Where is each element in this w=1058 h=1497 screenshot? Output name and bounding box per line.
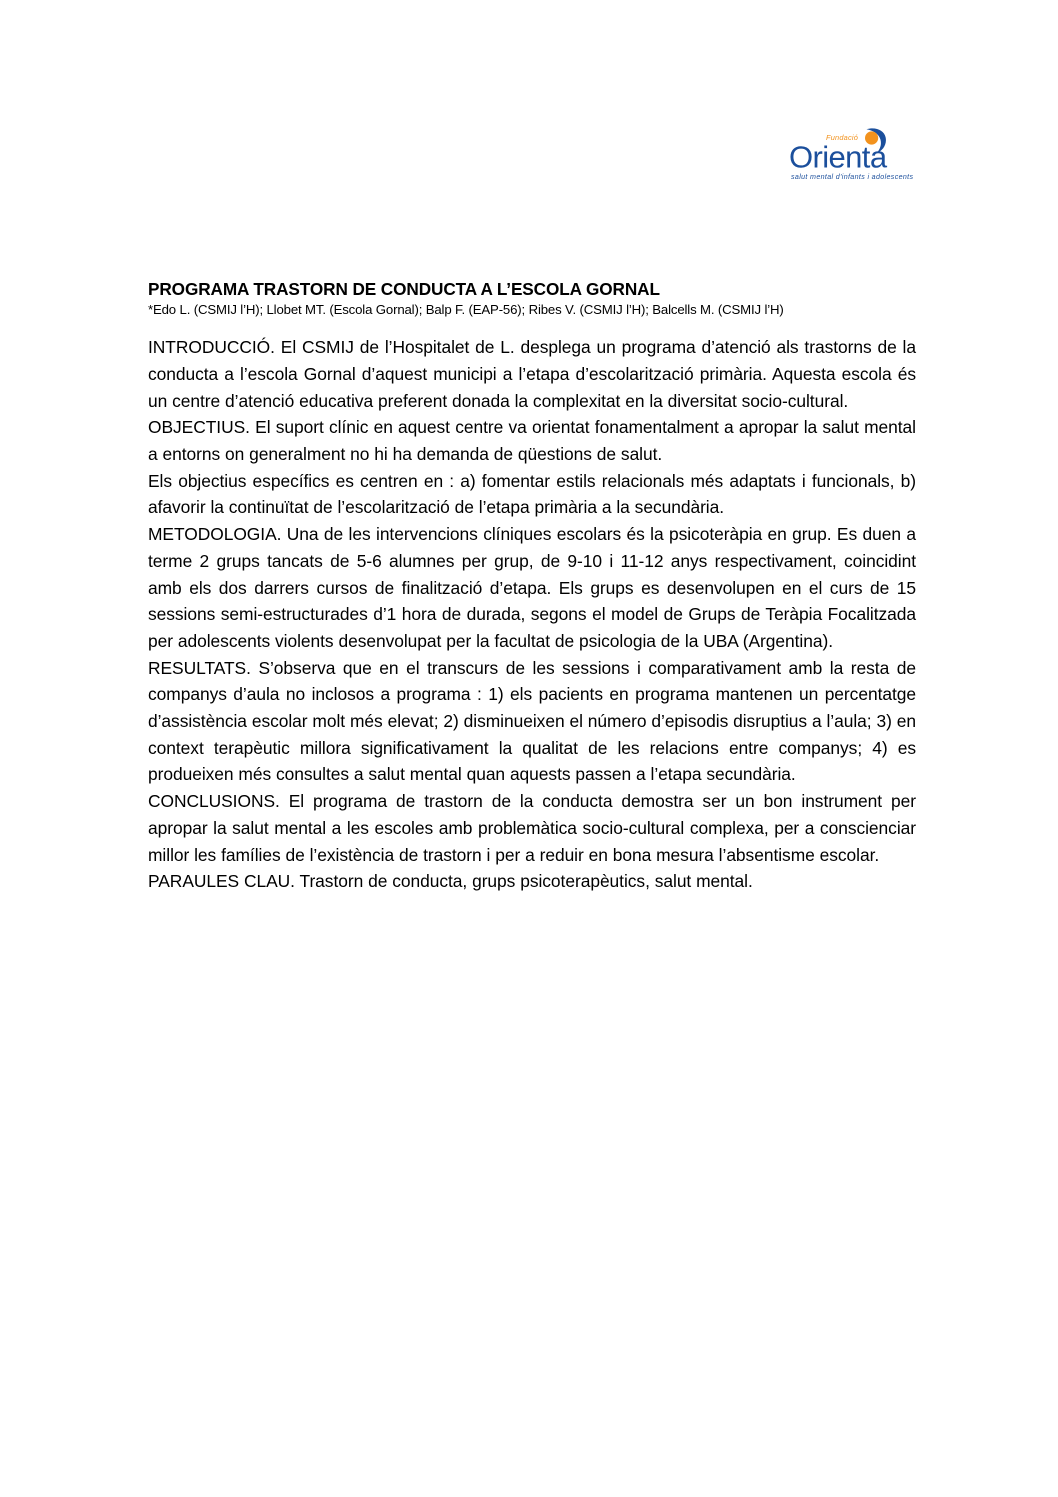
section-introduccio: INTRODUCCIÓ. El CSMIJ de l’Hospitalet de L. desplega un programa d’atenció als trastorns de la conducta a l’escola Gornal d’aquest municipi a l’etapa d’escolarització primària. Aquesta escola és un centre d’atenció educativa preferent donada la complexitat en la diversitat socio-cultural. [148, 337, 916, 411]
orienta-logo-graphic [783, 126, 923, 184]
logo-wordmark-text: Orienta [789, 139, 887, 175]
section-conclusions: CONCLUSIONS. El programa de trastorn de la conducta demostra ser un bon instrument per apropar la salut mental a les escoles amb problemàtica socio-cultural complexa, per a conscienciar millor les famílies de l’existència de trastorn i per a reduir en bona mesura l’absentisme escolar. [148, 791, 916, 865]
section-objectius-especifics: Els objectius específics es centren en : a) fomentar estils relacionals més adaptats i funcionals, b) afavorir la continuïtat de l’escolarització de l’etapa primària a la secundària. [148, 470, 916, 518]
section-resultats: RESULTATS. S’observa que en el transcurs de les sessions i comparativament amb la resta de companys d’aula no inclosos a programa : 1) els pacients en programa mantenen un percentatge d’assistència escolar molt més elevat; 2) disminueixen el número d’episodis disruptius a l’aula; 3) en context terapèutic millora significativament la qualitat de les relacions entre companys; 4) es produeixen més consultes a salut mental quan aquests passen a l’etapa secundària. [148, 657, 916, 785]
fundacio-orienta-logo [783, 126, 923, 184]
document-content [148, 278, 916, 895]
section-metodologia: METODOLOGIA. Una de les intervencions clíniques escolars és la psicoteràpia en grup. Es duen a terme 2 grups tancats de 5-6 alumnes per grup, de 9-10 i 11-12 anys respectivament, coincidint amb els dos darrers cursos de finalització d’etapa. Els grups es desenvolupen en el curs de 15 sessions semi-estructurades d’1 hora de durada, segons el model de Grups de Teràpia Focalitzada per adolescents violents desenvolupat per la facultat de psicologia de la UBA (Argentina). [148, 524, 916, 651]
page-title: PROGRAMA TRASTORN DE CONDUCTA A L’ESCOLA GORNAL [148, 279, 660, 299]
logo-tagline-text: salut mental d'infants i adolescents [791, 172, 914, 181]
author-list: *Edo L. (CSMIJ l’H); Llobet MT. (Escola Gornal); Balp F. (EAP-56); Ribes V. (CSMIJ l’H); Balcells M. (CSMIJ l’H) [148, 302, 784, 318]
logo-fundacio-text: Fundació [826, 133, 859, 143]
section-paraules-clau: PARAULES CLAU. Trastorn de conducta, grups psicoterapèutics, salut mental. [148, 871, 753, 892]
section-objectius: OBJECTIUS. El suport clínic en aquest centre va orientat fonamentalment a apropar la salut mental a entorns on generalment no hi ha demanda de qüestions de salut. [148, 417, 916, 464]
